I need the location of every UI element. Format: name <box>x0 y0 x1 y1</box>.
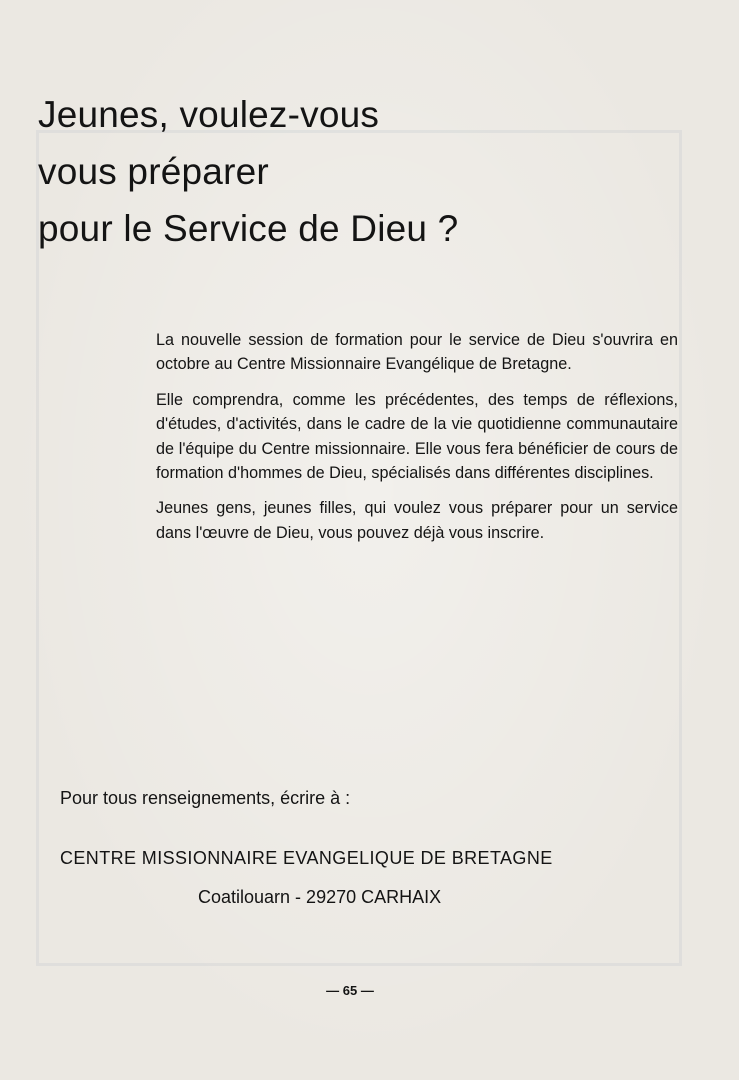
page-title <box>38 86 678 257</box>
paragraph-3: Jeunes gens, jeunes filles, qui voulez vous préparer pour un service dans l'œuvre de Dieu, vous pouvez déjà vous inscrire. <box>156 499 678 542</box>
address: Coatilouarn - 29270 CARHAIX <box>198 887 442 907</box>
title-line-1: Jeunes, voulez-vous <box>38 94 380 135</box>
contact-intro: Pour tous renseignements, écrire à : <box>60 788 351 808</box>
title-line-2: vous préparer <box>38 151 269 192</box>
title-line-3: pour le Service de Dieu ? <box>38 208 459 249</box>
page-number: — 65 — <box>326 983 374 998</box>
body-text <box>156 328 678 556</box>
center-name: CENTRE MISSIONNAIRE EVANGELIQUE DE BRETAGNE <box>60 848 553 868</box>
paragraph-2: Elle comprendra, comme les précédentes, des temps de réflexions, d'études, d'activités, dans le cadre de la vie quotidienne communautaire de l'équipe du Centre missionnaire. Elle vous fera bénéficier de cours de formation d'hommes de Dieu, spécialisés dans différentes disciplines. <box>156 390 678 483</box>
paragraph-1: La nouvelle session de formation pour le service de Dieu s'ouvrira en octobre au Centre Missionnaire Evangélique de Bretagne. <box>156 331 678 374</box>
